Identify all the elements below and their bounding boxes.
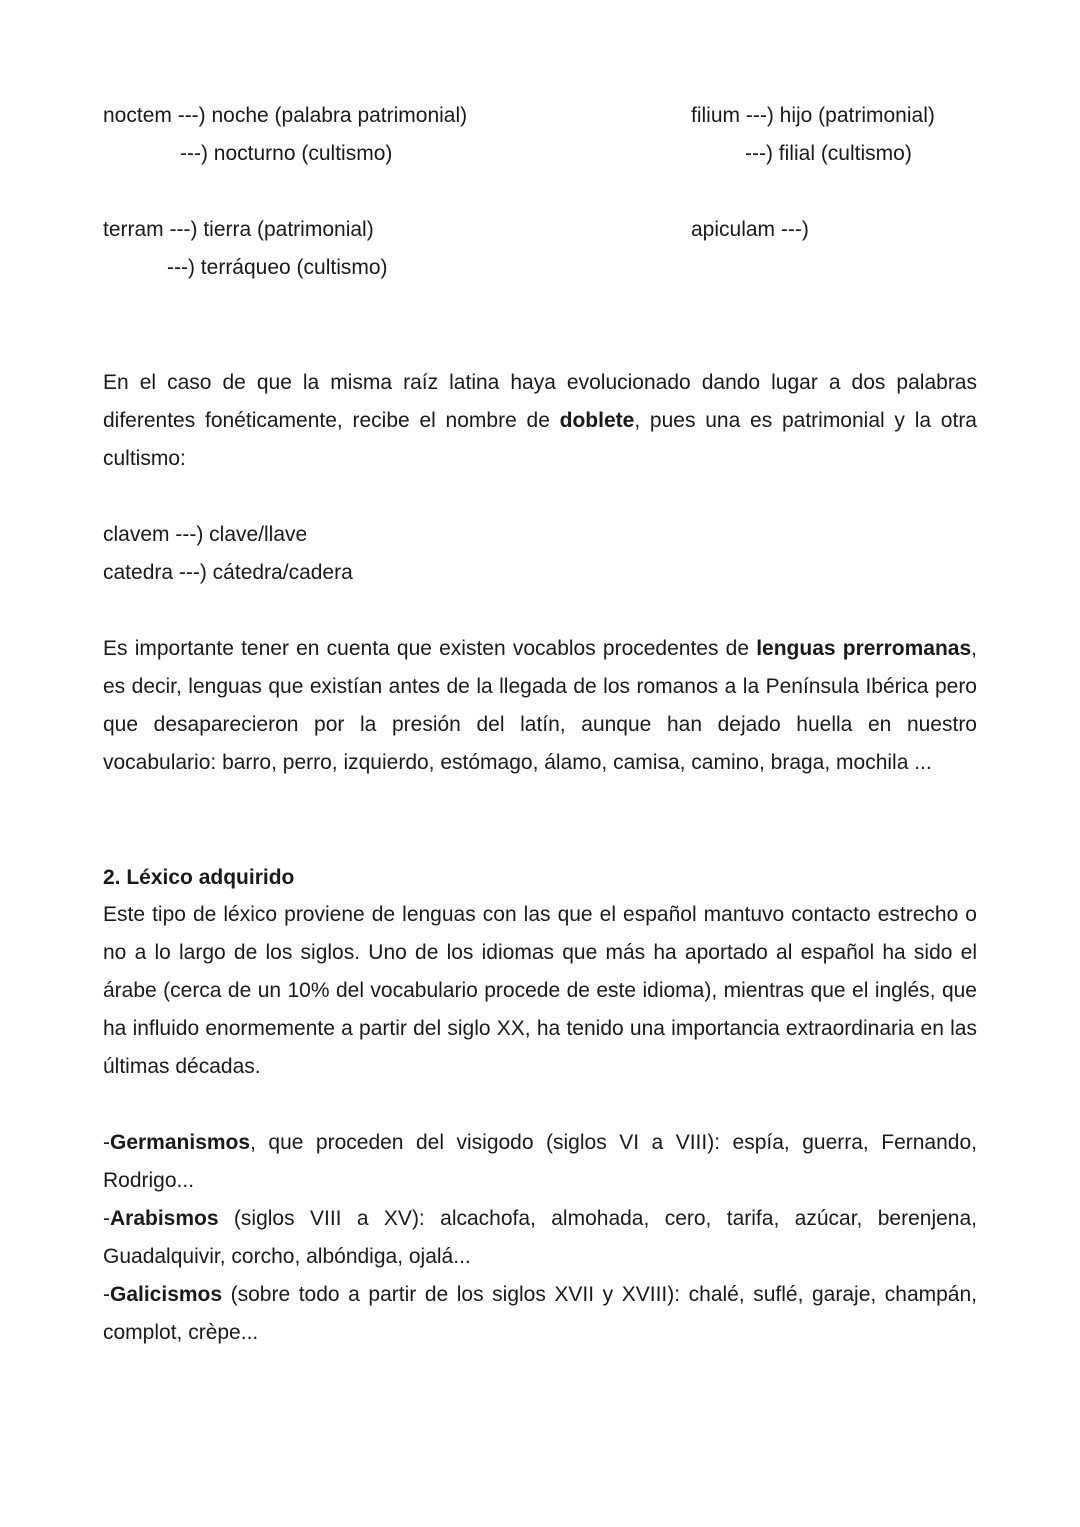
doblete-paragraph xyxy=(103,364,977,478)
list-dash: - xyxy=(103,1131,110,1154)
derivation-apiculam-line1: apiculam ---) xyxy=(691,218,809,241)
derivation-filium-line2: ---) filial (cultismo) xyxy=(745,142,912,165)
loanword-term: Arabismos xyxy=(110,1207,219,1230)
prerromanas-paragraph xyxy=(103,630,977,782)
list-dash: - xyxy=(103,1207,110,1230)
section-heading: 2. Léxico adquirido xyxy=(103,866,295,889)
loanword-text: (sobre todo a partir de los siglos XVII y XVIII): chalé, suflé, garaje, champán, complot, crèpe... xyxy=(103,1283,977,1344)
loanword-text: (siglos VIII a XV): alcachofa, almohada, cero, tarifa, azúcar, berenjena, Guadalquivir, corcho, albóndiga, ojalá... xyxy=(103,1207,977,1268)
section-intro-paragraph: Este tipo de léxico proviene de lenguas con las que el español mantuvo contacto estrecho o no a lo largo de los siglos. Uno de los idiomas que más ha aportado al español ha sido el árabe (cerca de un 10% del vocabulario procede de este idioma), mientras que el inglés, que ha influido enormemente a partir del siglo XX, ha tenido una importancia extraordinaria en las últimas décadas. xyxy=(103,903,977,1078)
doblete-example: clavem ---) clave/llave xyxy=(103,523,308,546)
list-dash: - xyxy=(103,1283,110,1306)
loanword-galicismos xyxy=(103,1276,977,1352)
prerromanas-term: lenguas prerromanas xyxy=(756,637,972,660)
doblete-text-before: En el caso de que la misma raíz latina haya evolucionado dando lugar a dos palabras diferentes fonéticamente, recibe el nombre de xyxy=(103,371,977,432)
derivation-noctem-line2: ---) nocturno (cultismo) xyxy=(180,142,393,165)
doblete-term: doblete xyxy=(559,409,635,432)
doblete-example: catedra ---) cátedra/cadera xyxy=(103,561,353,584)
loanword-text: , que proceden del visigodo (siglos VI a VIII): espía, guerra, Fernando, Rodrigo... xyxy=(103,1131,977,1192)
derivation-terram-line2: ---) terráqueo (cultismo) xyxy=(167,256,388,279)
loanword-germanismos xyxy=(103,1124,977,1200)
loanword-term: Germanismos xyxy=(110,1131,251,1154)
prerromanas-text-after: , es decir, lenguas que existían antes de la llegada de los romanos a la Península Ibérica pero que desaparecieron por la presión del latín, aunque han dejado huella en nuestro vocabulario: barro, perro, izquierdo, estómago, álamo, camisa, camino, braga, mochila ... xyxy=(103,637,977,774)
derivation-filium-line1: filium ---) hijo (patrimonial) xyxy=(691,104,935,127)
doblete-text-after: , pues una es patrimonial y la otra cultismo: xyxy=(103,409,977,470)
prerromanas-text-before: Es importante tener en cuenta que existen vocablos procedentes de xyxy=(103,637,757,660)
doblete-examples xyxy=(103,516,977,592)
derivation-noctem-line1: noctem ---) noche (palabra patrimonial) xyxy=(103,104,468,127)
derivation-terram-line1: terram ---) tierra (patrimonial) xyxy=(103,218,374,241)
loanword-arabismos xyxy=(103,1200,977,1276)
loanword-term: Galicismos xyxy=(110,1283,223,1306)
